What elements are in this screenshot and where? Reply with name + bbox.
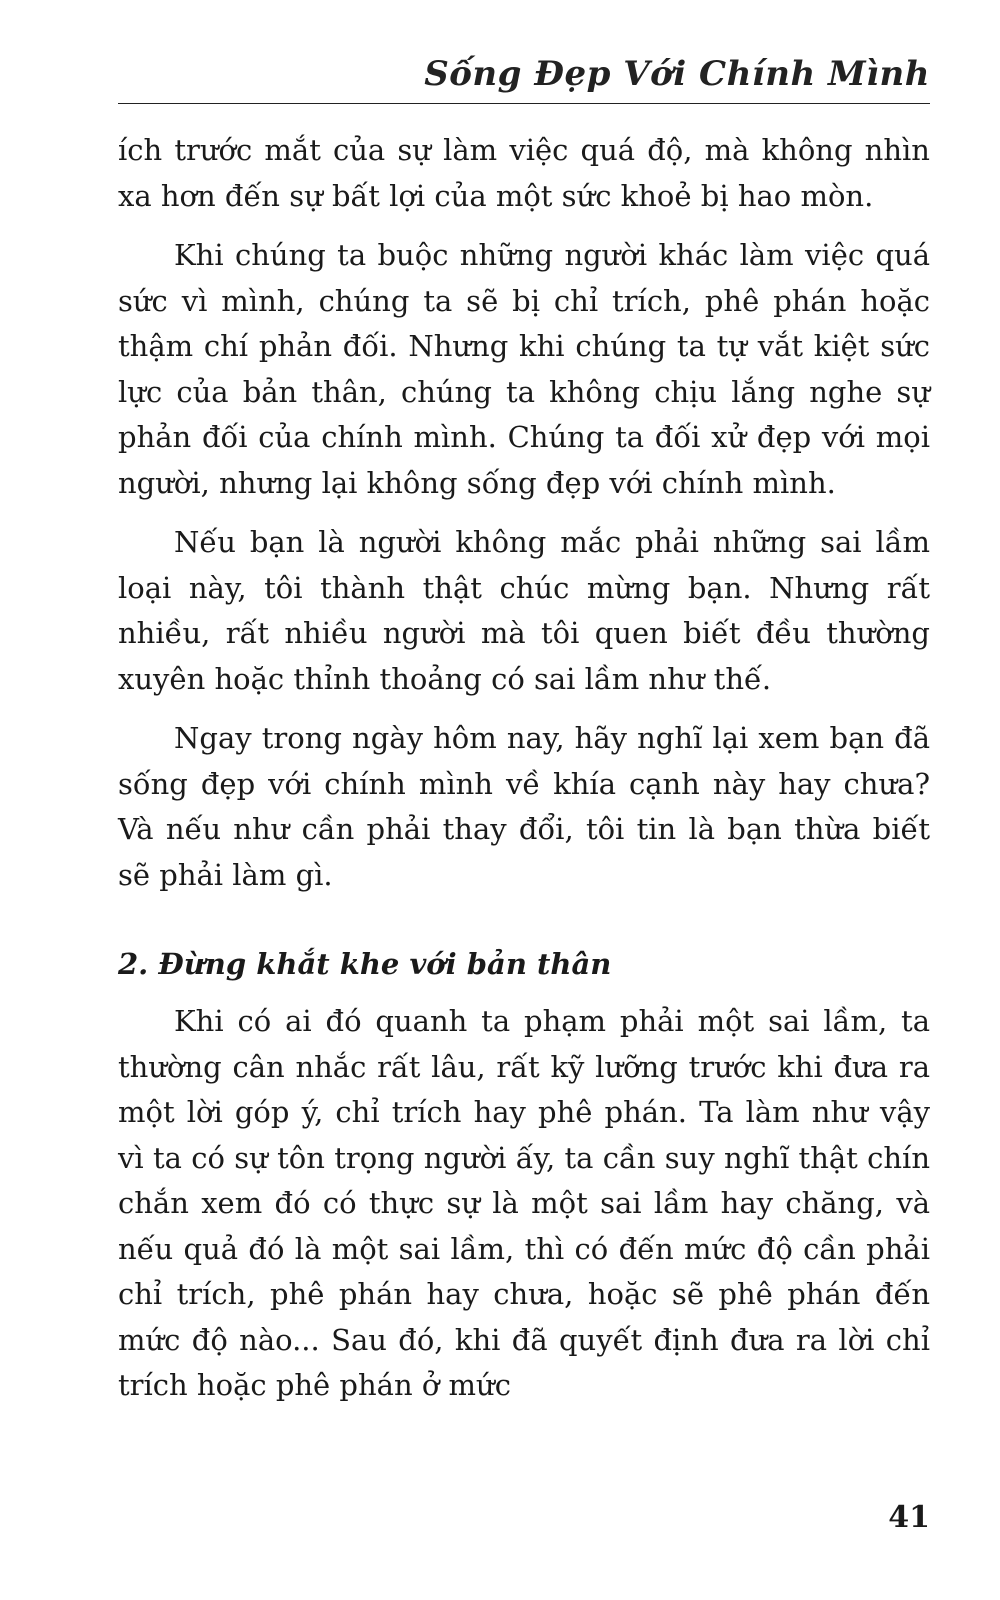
paragraph-2: Khi chúng ta buộc những người khác làm việc quá sức vì mình, chúng ta sẽ bị chỉ trích, phê phán hoặc thậm chí phản đối. Nhưng khi chúng ta tự vắt kiệt sức lực của bản thân, chúng ta không chịu lắng nghe sự phản đối của chính mình. Chúng ta đối xử đẹp với mọi người, nhưng lại không sống đẹp với chính mình. bbox=[118, 238, 930, 500]
running-title: Sống Đẹp Với Chính Mình bbox=[424, 54, 930, 94]
paragraph-1: ích trước mắt của sự làm việc quá độ, mà không nhìn xa hơn đến sự bất lợi của một sức khoẻ bị hao mòn. bbox=[118, 133, 930, 213]
paragraph-3: Nếu bạn là người không mắc phải những sai lầm loại này, tôi thành thật chúc mừng bạn. Nhưng rất nhiều, rất nhiều người mà tôi quen biết đều thường xuyên hoặc thỉnh thoảng có sai lầm như thế. bbox=[118, 525, 930, 696]
paragraph-4: Ngay trong ngày hôm nay, hãy nghĩ lại xem bạn đã sống đẹp với chính mình về khía cạnh này hay chưa? Và nếu như cần phải thay đổi, tôi tin là bạn thừa biết sẽ phải làm gì. bbox=[118, 721, 930, 892]
page-body bbox=[118, 128, 930, 1423]
page-header bbox=[118, 48, 930, 104]
section-heading: 2. Đừng khắt khe với bản thân bbox=[118, 947, 612, 981]
paragraph-5: Khi có ai đó quanh ta phạm phải một sai lầm, ta thường cân nhắc rất lâu, rất kỹ lưỡng trước khi đưa ra một lời góp ý, chỉ trích hay phê phán. Ta làm như vậy vì ta có sự tôn trọng người ấy, ta cần suy nghĩ thật chín chắn xem đó có thực sự là một sai lầm hay chăng, và nếu quả đó là một sai lầm, thì có đến mức độ cần phải chỉ trích, phê phán hay chưa, hoặc sẽ phê phán đến mức độ nào... Sau đó, khi đã quyết định đưa ra lời chỉ trích hoặc phê phán ở mức bbox=[118, 1004, 930, 1402]
page-number: 41 bbox=[888, 1500, 930, 1535]
